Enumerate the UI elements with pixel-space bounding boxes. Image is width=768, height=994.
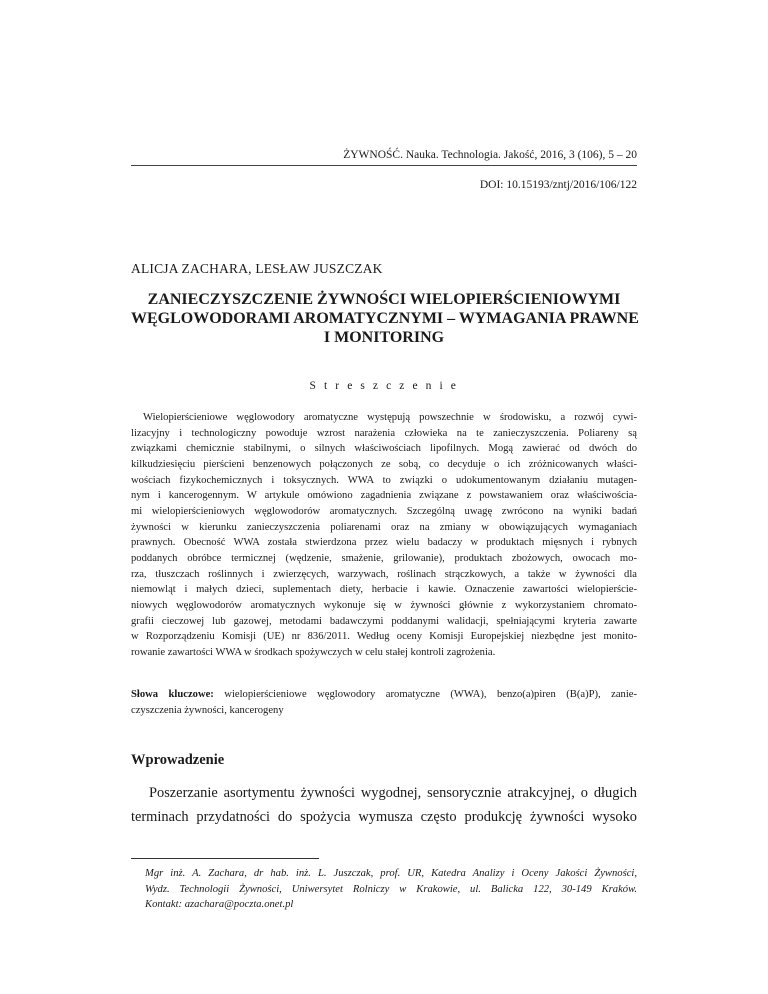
abstract-line: Wielopierścieniowe węglowodory aromatyczne występują powszechnie w środowisku, a rozwój cywi- bbox=[143, 412, 637, 423]
abstract-line: poddanych obróbce termicznej (wędzenie, smażenie, grilowanie), produktach zbożowych, owocach mo- bbox=[131, 552, 637, 564]
header-rule bbox=[131, 165, 637, 166]
footnote-rule bbox=[131, 858, 319, 859]
keywords bbox=[131, 687, 637, 718]
footnote-line: Wydz. Technologii Żywności, Uniwersytet Rolniczy w Krakowie, ul. Balicka 122, 30-149 Kraków. bbox=[145, 883, 637, 895]
title-line: I MONITORING bbox=[323, 329, 445, 346]
abstract-line: niowych węglowodorów aromatycznych wykonuje się w żywności głównie z wykorzystaniem chromato- bbox=[131, 599, 637, 611]
introduction-text bbox=[131, 781, 637, 829]
abstract-line: w Rozporządzeniu Komisji (UE) nr 836/2011. Według oceny Komisji Europejskiej niezbędne jest monito- bbox=[131, 631, 637, 643]
abstract-line: związkami chemicznie stabilnymi, o silnych właściwościach lipofilnych. Mogą zawierać od dwóch do bbox=[131, 443, 637, 455]
footnote bbox=[145, 866, 637, 913]
abstract-line: żywności w kierunku zanieczyszczenia poliarenami oraz na zmiany w obowiązujących wymaganiach bbox=[131, 521, 637, 533]
abstract-line: rowanie zawartości WWA w środkach spożywczych w celu stałej kontroli zagrożenia. bbox=[131, 646, 496, 658]
keywords-line: czyszczenia żywności, kancerogeny bbox=[131, 704, 284, 716]
abstract-line: wościach fizykochemicznych i toksycznych. WWA to związki o udokumentowanym działaniu mutagen- bbox=[131, 474, 637, 486]
journal-citation: ŻYWNOŚĆ. Nauka. Technologia. Jakość, 2016, 3 (106), 5 – 20 bbox=[343, 149, 637, 161]
body-line: Poszerzanie asortymentu żywności wygodnej, sensorycznie atrakcyjnej, o długich bbox=[149, 785, 637, 801]
doi: DOI: 10.15193/zntj/2016/106/122 bbox=[479, 179, 637, 191]
abstract-line: rza, tłuszczach roślinnych i zwierzęcych, warzywach, roślinach strączkowych, a także w żywności dla bbox=[131, 568, 637, 580]
abstract-line: nym i kancerogennym. W artykule omówiono zagadnienia związane z powstawaniem oraz właściwościa- bbox=[131, 490, 637, 502]
abstract-line: mi wielopierścieniowych węglowodorów aromatycznych. Szczególną uwagę zwrócono na wyniki badań bbox=[131, 505, 637, 517]
abstract-line: niemowląt i małych dzieci, suplementach diety, herbacie i kawie. Oznaczenie zawartości wielopierście- bbox=[131, 584, 637, 596]
title-line: WĘGLOWODORAMI AROMATYCZNYMI – WYMAGANIA PRAWNE bbox=[131, 310, 639, 327]
abstract-line: grafii cieczowej lub gazowej, metodami badawczymi poddanymi walidacji, spełniającymi kryteria zawarte bbox=[131, 615, 637, 627]
title-line: ZANIECZYSZCZENIE ŻYWNOŚCI WIELOPIERŚCIENIOWYMI bbox=[147, 291, 621, 308]
section-heading: Wprowadzenie bbox=[131, 752, 225, 768]
authors: ALICJA ZACHARA, LESŁAW JUSZCZAK bbox=[131, 261, 383, 276]
keywords-line bbox=[131, 687, 637, 703]
body-line: terminach przydatności do spożycia wymusza często produkcję żywności wysoko bbox=[131, 809, 637, 825]
keywords-label: Słowa kluczowe: bbox=[131, 689, 214, 700]
abstract-line: lizacyjny i technologiczny powoduje wzrost narażenia człowieka na te zanieczyszczenia. Poliareny są bbox=[131, 427, 637, 439]
abstract bbox=[131, 410, 637, 661]
keywords-text: wielopierścieniowe węglowodory aromatyczne (WWA), benzo(a)piren (B(a)P), zanie- bbox=[213, 689, 637, 700]
footnote-line: Kontakt: azachara@poczta.onet.pl bbox=[145, 899, 294, 911]
abstract-heading: S t r e s z c z e n i e bbox=[309, 380, 459, 392]
abstract-line: kilkudziesięciu pierścieni benzenowych połączonych ze sobą, co decyduje o ich zróżnicowanych właści- bbox=[131, 458, 637, 470]
footnote-line: Mgr inż. A. Zachara, dr hab. inż. L. Juszczak, prof. UR, Katedra Analizy i Oceny Jakości Żywności, bbox=[145, 868, 637, 879]
paper-title bbox=[131, 290, 637, 347]
abstract-line: prawnych. Obecność WWA została stwierdzona przez wielu badaczy w produktach mięsnych i rybnych bbox=[131, 537, 637, 549]
